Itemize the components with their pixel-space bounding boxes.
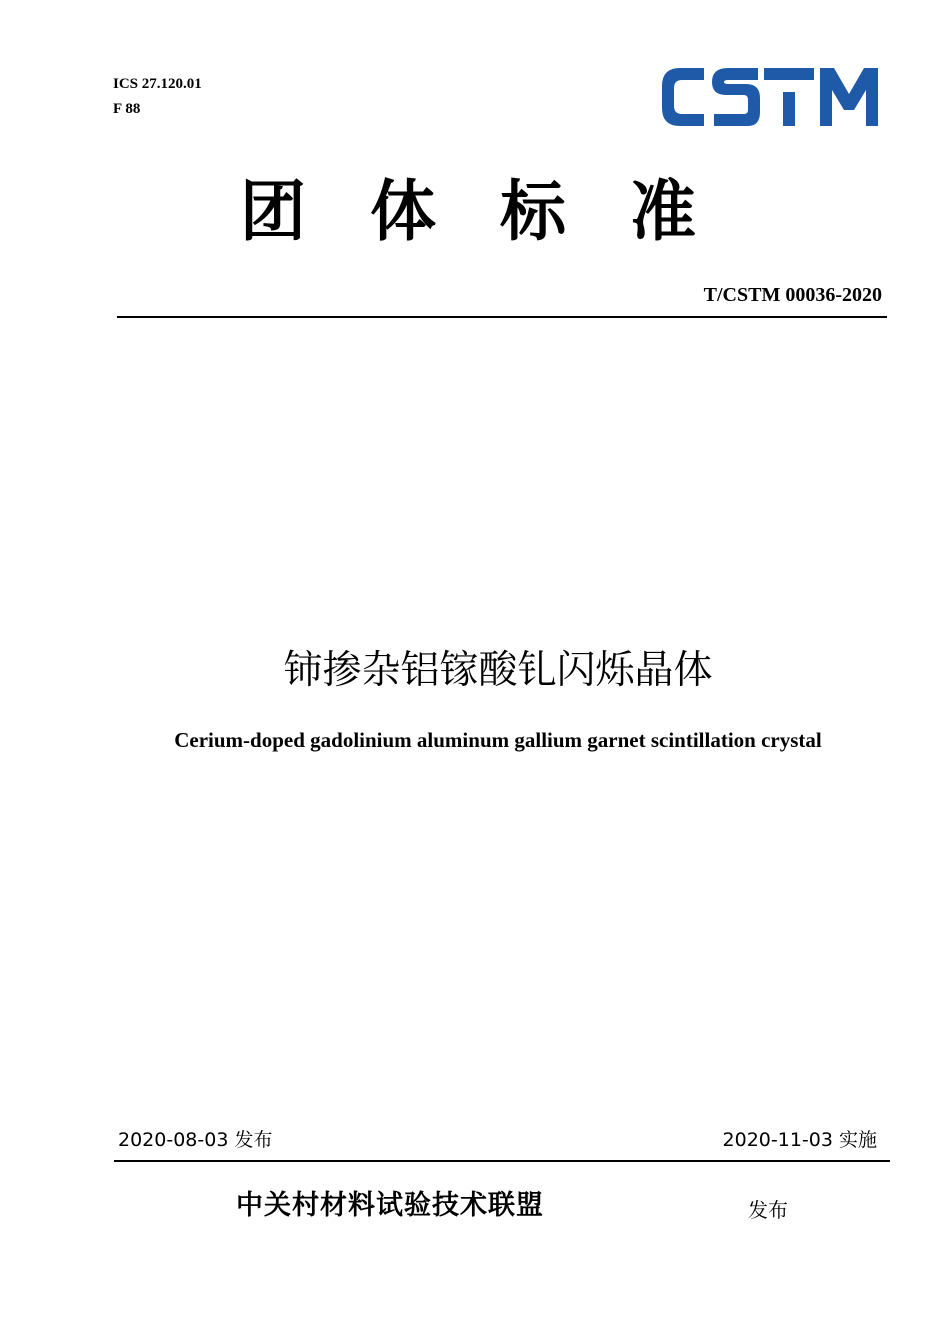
issue-label: 发布 bbox=[748, 1198, 788, 1222]
cstm-logo bbox=[658, 64, 880, 130]
ccs-code: F 88 bbox=[113, 101, 141, 117]
issuing-organization: 中关村材料试验技术联盟 bbox=[236, 1190, 544, 1221]
ics-code: ICS 27.120.01 bbox=[113, 76, 202, 92]
implementation-date: 2020-11-03 实施 bbox=[722, 1129, 877, 1151]
bottom-divider bbox=[114, 1160, 890, 1162]
publication-date: 2020-08-03 发布 bbox=[118, 1129, 273, 1151]
standard-number: T/CSTM 00036-2020 bbox=[703, 284, 882, 306]
title-chinese: 铈掺杂铝镓酸钆闪烁晶体 bbox=[283, 648, 713, 693]
title-english: Cerium-doped gadolinium aluminum gallium garnet scintillation crystal bbox=[174, 728, 822, 752]
top-divider bbox=[117, 316, 887, 318]
document-type-heading: 团体标准 bbox=[240, 173, 760, 250]
